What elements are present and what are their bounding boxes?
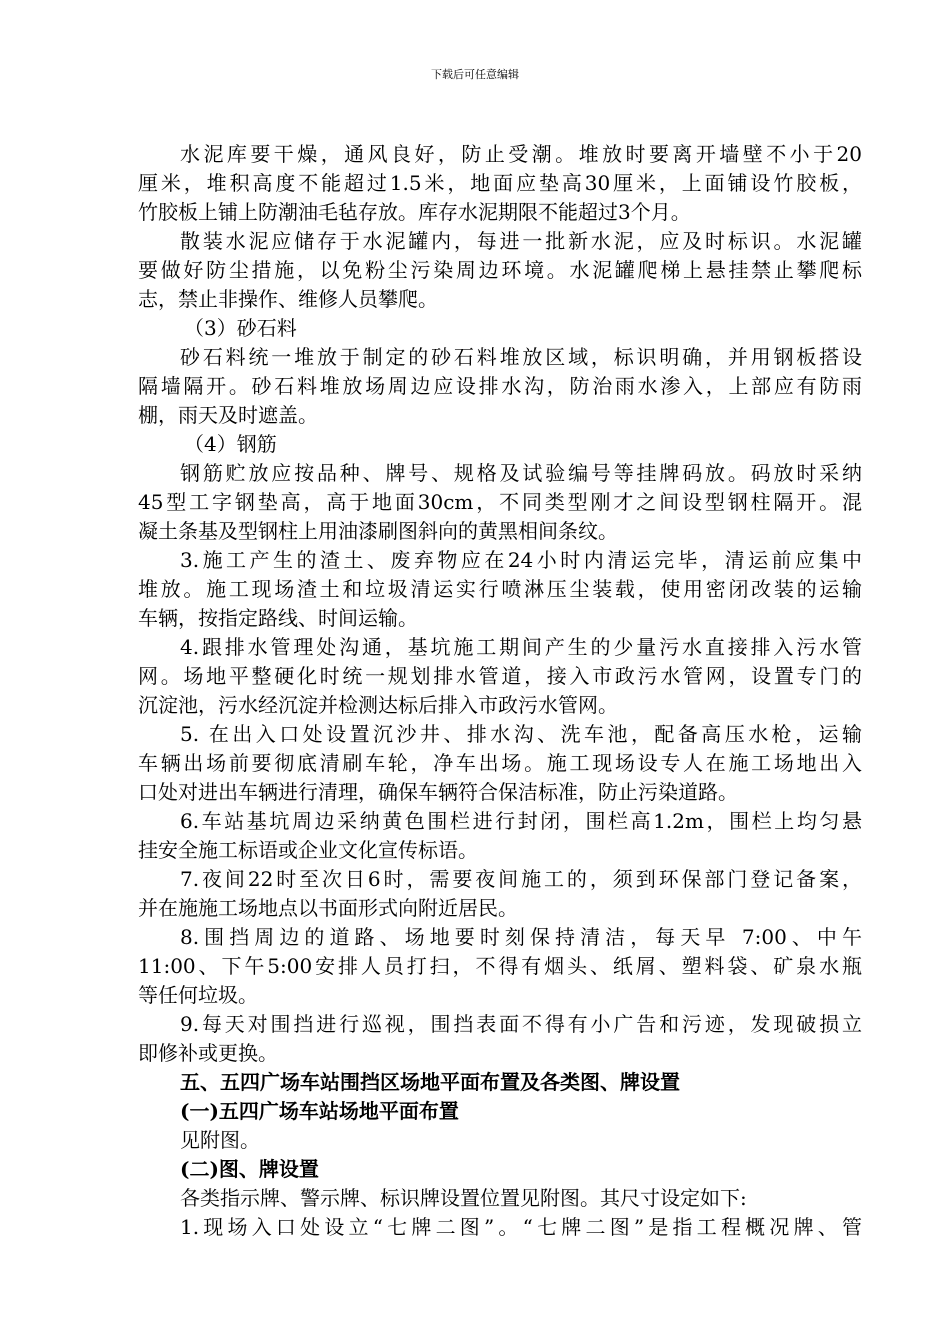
text-line: 并在施施工场地点以书面形式向附近居民。 [138, 896, 518, 920]
text-line: 厘米，堆积高度不能超过1.5米，地面应垫高30厘米，上面铺设竹胶板， [138, 171, 862, 195]
text-line: 志，禁止非操作、维修人员攀爬。 [138, 287, 438, 311]
text-line: 见附图。 [180, 1128, 260, 1152]
document-body [138, 140, 862, 1242]
text-line: 挂安全施工标语或企业文化宣传标语。 [138, 838, 478, 862]
text-line: 钢筋贮放应按品种、牌号、规格及试验编号等挂牌码放。码放时采纳 [180, 461, 862, 485]
text-line: （4）钢筋 [184, 432, 277, 456]
text-line: 45型工字钢垫高，高于地面30cm，不同类型刚才之间设型钢柱隔开。混 [138, 490, 862, 514]
text-line: 9.每天对围挡进行巡视，围挡表面不得有小广告和污迹，发现破损立 [180, 1012, 862, 1036]
text-line: 网。场地平整硬化时统一规划排水管道，接入市政污水管网，设置专门的 [138, 664, 862, 688]
text-line: 堆放。施工现场渣土和垃圾清运实行喷淋压尘装载，使用密闭改装的运输 [138, 577, 862, 601]
text-line: 6.车站基坑周边采纳黄色围栏进行封闭，围栏高1.2m，围栏上均匀悬 [180, 809, 862, 833]
text-line: 水泥库要干燥，通风良好，防止受潮。堆放时要离开墙壁不小于20 [180, 142, 862, 166]
text-line: 散装水泥应储存于水泥罐内，每进一批新水泥，应及时标识。水泥罐 [180, 229, 862, 253]
text-line: 等任何垃圾。 [138, 983, 258, 1007]
text-line: 棚，雨天及时遮盖。 [138, 403, 318, 427]
text-line: （3）砂石料 [184, 316, 297, 340]
text-line: 即修补或更换。 [138, 1041, 278, 1065]
text-line: 5. 在出入口处设置沉沙井、排水沟、洗车池，配备高压水枪，运输 [180, 722, 862, 746]
text-line: 要做好防尘措施，以免粉尘污染周边环境。水泥罐爬梯上悬挂禁止攀爬标 [138, 258, 862, 282]
text-line: 砂石料统一堆放于制定的砂石料堆放区域，标识明确，并用钢板搭设 [180, 345, 862, 369]
text-line: 3.施工产生的渣土、废弃物应在24小时内清运完毕，清运前应集中 [180, 548, 862, 572]
text-line: (二)图、牌设置 [180, 1157, 319, 1181]
text-line: 各类指示牌、警示牌、标识牌设置位置见附图。其尺寸设定如下: [180, 1186, 747, 1210]
text-line: 竹胶板上铺上防潮油毛毡存放。库存水泥期限不能超过3个月。 [138, 200, 691, 224]
page-header: 下载后可任意编辑 [431, 68, 519, 81]
text-line: (一)五四广场车站场地平面布置 [180, 1099, 459, 1123]
text-line: 车辆，按指定路线、时间运输。 [138, 606, 418, 630]
text-line: 车辆出场前要彻底清刷车轮，净车出场。施工现场设专人在施工场地出入 [138, 751, 862, 775]
text-line: 1.现场入口处设立“七牌二图”。“七牌二图”是指工程概况牌、管 [180, 1215, 862, 1239]
text-line: 8.围挡周边的道路、场地要时刻保持清洁，每天早 7:00、中午 [180, 925, 862, 949]
text-line: 11:00、下午5:00安排人员打扫，不得有烟头、纸屑、塑料袋、矿泉水瓶 [138, 954, 862, 978]
text-line: 五、五四广场车站围挡区场地平面布置及各类图、牌设置 [180, 1070, 680, 1094]
text-line: 4.跟排水管理处沟通，基坑施工期间产生的少量污水直接排入污水管 [180, 635, 862, 659]
text-line: 7.夜间22时至次日6时，需要夜间施工的，须到环保部门登记备案， [180, 867, 862, 891]
text-line: 凝土条基及型钢柱上用油漆刷图斜向的黄黑相间条纹。 [138, 519, 618, 543]
text-line: 口处对进出车辆进行清理，确保车辆符合保洁标准，防止污染道路。 [138, 780, 738, 804]
text-line: 沉淀池，污水经沉淀并检测达标后排入市政污水管网。 [138, 693, 618, 717]
text-line: 隔墙隔开。砂石料堆放场周边应设排水沟，防治雨水渗入，上部应有防雨 [138, 374, 862, 398]
